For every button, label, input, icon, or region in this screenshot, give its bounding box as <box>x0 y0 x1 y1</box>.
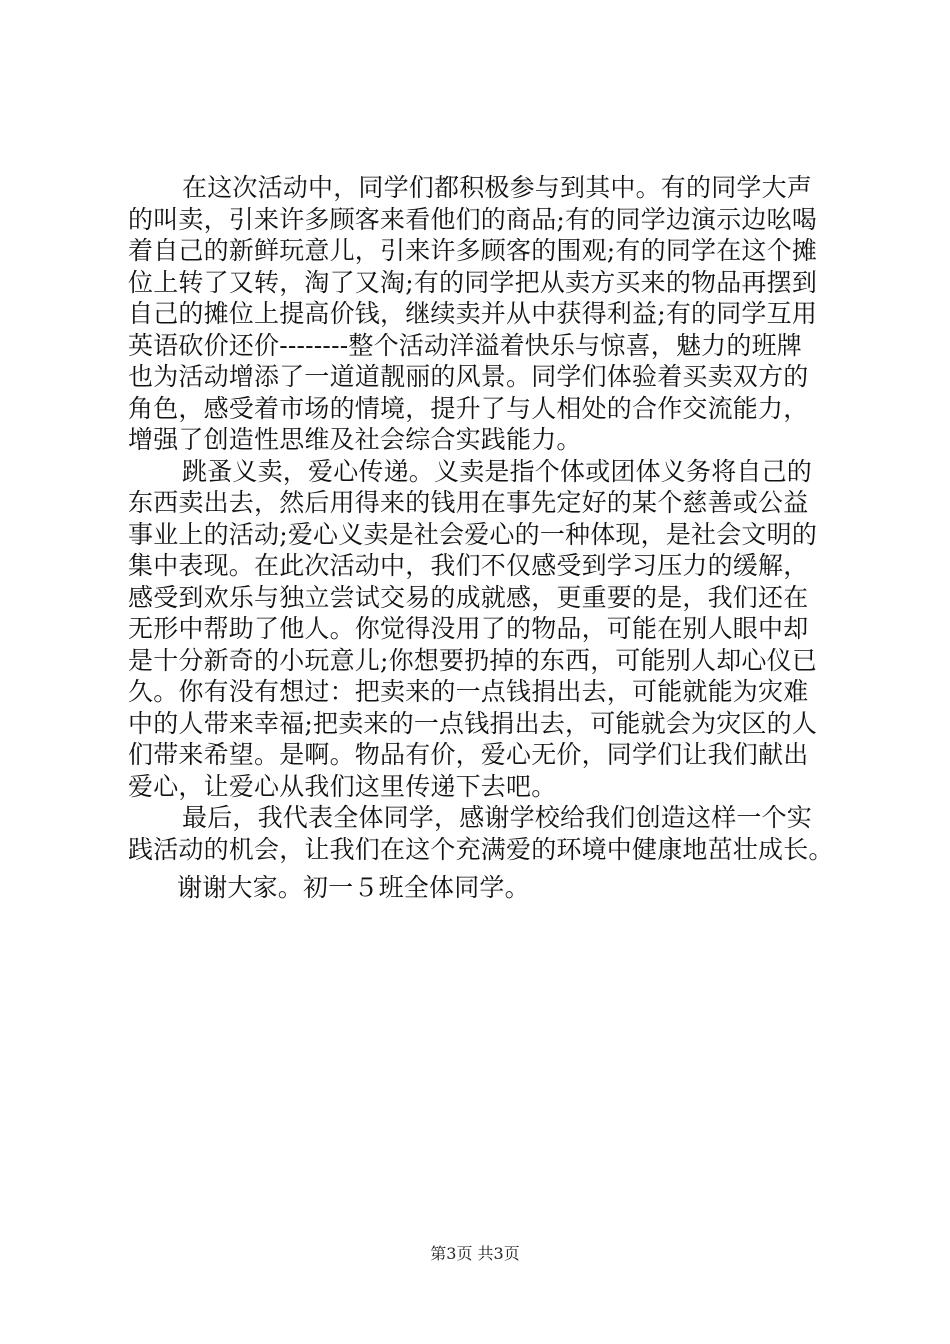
text-line: 角色，感受着市场的情境，提升了与人相处的合作交流能力， <box>128 393 809 423</box>
text-line: 增强了创造性思维及社会综合实践能力。 <box>128 425 582 454</box>
paragraph-activity <box>128 172 848 456</box>
document-body <box>128 172 848 865</box>
text-line: 自己的摊位上提高价钱，继续卖并从中获得利益;有的同学互用 <box>128 299 818 328</box>
text-line: 位上转了又转，淘了又淘;有的同学把从卖方买来的物品再摆到 <box>128 267 818 297</box>
text-line: 无形中帮助了他人。你觉得没用了的物品，可能在别人眼中却 <box>128 614 809 643</box>
closing-remark: 谢谢大家。初一５班全体同学。 <box>177 873 530 902</box>
text-line: 践活动的机会，让我们在这个充满爱的环境中健康地茁壮成长。 <box>128 834 834 864</box>
text-line: 爱心，让爱心从我们这里传递下去吧。 <box>128 771 557 801</box>
text-line: 跳蚤义卖，爱心传递。义卖是指个体或团体义务将自己的 <box>182 456 813 486</box>
page-number-label: 第3页 共3页 <box>430 1244 520 1263</box>
text-line: 久。你有没有想过：把卖来的一点钱捐出去，可能就能为灾难 <box>128 677 809 706</box>
paragraph-charity-sale <box>128 456 848 803</box>
text-line: 的叫卖，引来许多顾客来看他们的商品;有的同学边演示边吆喝 <box>128 204 818 234</box>
text-line: 是十分新奇的小玩意儿;你想要扔掉的东西，可能别人却心仪已 <box>128 645 818 675</box>
text-line: 在这次活动中，同学们都积极参与到其中。有的同学大声 <box>182 173 813 202</box>
text-line: 最后，我代表全体同学，感谢学校给我们创造这样一个实 <box>182 803 813 832</box>
paragraph-conclusion <box>128 802 848 865</box>
text-line: 东西卖出去，然后用得来的钱用在事先定好的某个慈善或公益 <box>128 488 809 517</box>
text-line: 英语砍价还价--------整个活动洋溢着快乐与惊喜，魅力的班牌 <box>128 330 802 360</box>
text-line: 集中表现。在此次活动中，我们不仅感受到学习压力的缓解， <box>128 551 809 580</box>
text-line: 也为活动增添了一道道靓丽的风景。同学们体验着买卖双方的 <box>128 362 809 391</box>
text-line: 事业上的活动;爱心义卖是社会爱心的一种体现，是社会文明的 <box>128 519 818 549</box>
text-line: 们带来希望。是啊。物品有价，爱心无价，同学们让我们献出 <box>128 740 809 769</box>
text-line: 感受到欢乐与独立尝试交易的成就感，更重要的是，我们还在 <box>128 582 809 612</box>
page-footer <box>0 1244 950 1264</box>
text-line: 中的人带来幸福;把卖来的一点钱捐出去，可能就会为灾区的人 <box>128 708 818 738</box>
text-line: 着自己的新鲜玩意儿，引来许多顾客的围观;有的同学在这个摊 <box>128 236 818 265</box>
